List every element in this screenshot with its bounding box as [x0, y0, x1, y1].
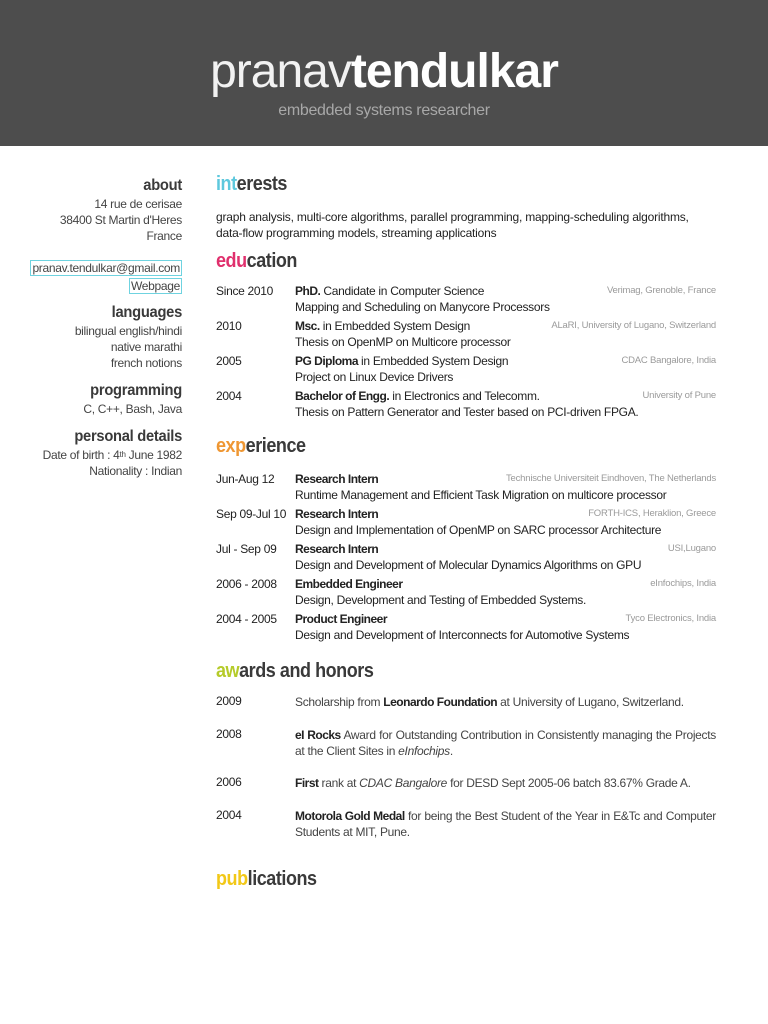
webpage-link[interactable]: Webpage — [130, 279, 180, 293]
interests-heading: interests — [216, 173, 287, 195]
education-detail: Project on Linux Device Drivers — [295, 370, 454, 384]
experience-detail: Design, Development and Testing of Embedded Systems. — [295, 593, 587, 607]
award-year: 2009 — [216, 694, 242, 708]
award-description: First rank at CDAC Bangalore for DESD Sept 2005-06 batch 83.67% Grade A. — [295, 776, 691, 790]
award-year: 2008 — [216, 727, 242, 741]
last-name: tendulkar — [350, 45, 558, 98]
education-degree: PG Diploma — [295, 354, 359, 368]
experience-detail: Design and Development of Interconnects for Automotive Systems — [295, 628, 630, 642]
award-year: 2004 — [216, 808, 242, 822]
education-degree: Bachelor of Engg. — [295, 389, 390, 403]
experience-role: Embedded Engineer — [295, 577, 403, 591]
interests-text: graph analysis, multi-core algorithms, parallel programming, mapping-scheduling algorithms, data-flow programming models, streaming applications — [216, 210, 689, 240]
email-link[interactable]: pranav.tendulkar@gmail.com — [32, 261, 180, 275]
education-location: ALaRI, University of Lugano, Switzerland — [551, 320, 716, 331]
sidebar — [0, 176, 182, 479]
education-date: 2005 — [216, 354, 242, 368]
award-year: 2006 — [216, 775, 242, 789]
experience-location: FORTH-ICS, Heraklion, Greece — [588, 508, 716, 519]
experience-location: USI,Lugano — [667, 543, 716, 554]
experience-role: Research Intern — [295, 472, 379, 486]
address-line-1: 14 rue de cerisae — [94, 197, 182, 211]
job-title: embedded systems researcher — [278, 102, 490, 119]
experience-detail: Design and Implementation of OpenMP on SARC processor Architecture — [295, 523, 662, 537]
education-date: Since 2010 — [216, 284, 274, 298]
language-item: french notions — [110, 356, 182, 370]
education-location: Verimag, Grenoble, France — [606, 285, 716, 296]
experience-detail: Design and Development of Molecular Dynamics Algorithms on GPU — [295, 558, 642, 572]
experience-date: Sep 09-Jul 10 — [216, 507, 287, 521]
education-date: 2004 — [216, 389, 242, 403]
about-heading: about — [143, 177, 182, 194]
experience-location: Technische Universiteit Eindhoven, The Netherlands — [505, 473, 716, 484]
education-location: University of Pune — [642, 390, 716, 401]
award-description: eI Rocks Award for Outstanding Contribution in Consistently managing the Projects at the Client Sites in eInfochips. — [295, 728, 716, 758]
award-description: Motorola Gold Medal for being the Best Student of the Year in E&Tc and Computer Students at MIT, Pune. — [295, 809, 716, 839]
experience-date: Jul - Sep 09 — [216, 542, 277, 556]
programming-heading: programming — [90, 382, 182, 399]
experience-date: 2004 - 2005 — [216, 612, 277, 626]
address-country: France — [146, 229, 182, 243]
nationality: Nationality : Indian — [89, 464, 182, 478]
personal-details-heading: personal details — [74, 428, 182, 445]
programming-languages: C, C++, Bash, Java — [83, 402, 182, 416]
education-detail: Thesis on Pattern Generator and Tester based on PCI-driven FPGA. — [295, 405, 639, 419]
language-item: native marathi — [110, 340, 182, 354]
education-date: 2010 — [216, 319, 242, 333]
languages-heading: languages — [111, 304, 182, 321]
experience-role: Research Intern — [295, 507, 379, 521]
awards-heading: awards and honors — [216, 660, 374, 682]
experience-role: Research Intern — [295, 542, 379, 556]
date-of-birth: Date of birth : 4th June 1982 — [42, 448, 182, 462]
education-heading: education — [216, 250, 297, 272]
language-item: bilingual english/hindi — [74, 324, 182, 338]
education-detail: Thesis on OpenMP on Multicore processor — [295, 335, 511, 349]
experience-heading: experience — [216, 435, 306, 457]
experience-role: Product Engineer — [295, 612, 388, 626]
experience-location: eInfochips, India — [650, 578, 716, 589]
education-location: CDAC Bangalore, India — [621, 355, 716, 366]
education-detail: Mapping and Scheduling on Manycore Processors — [295, 300, 550, 314]
experience-location: Tyco Electronics, India — [625, 613, 716, 624]
full-name — [0, 44, 768, 100]
header-banner — [0, 0, 768, 146]
first-name: pranav — [210, 45, 351, 98]
education-degree: PhD. — [295, 284, 321, 298]
education-degree: Msc. — [295, 319, 320, 333]
experience-date: Jun-Aug 12 — [216, 472, 275, 486]
experience-detail: Runtime Management and Efficient Task Migration on multicore processor — [295, 488, 667, 502]
award-description: Scholarship from Leonardo Foundation at University of Lugano, Switzerland. — [295, 695, 684, 709]
experience-date: 2006 - 2008 — [216, 577, 277, 591]
publications-heading: publications — [216, 868, 317, 890]
address-line-2: 38400 St Martin d'Heres — [59, 213, 182, 227]
